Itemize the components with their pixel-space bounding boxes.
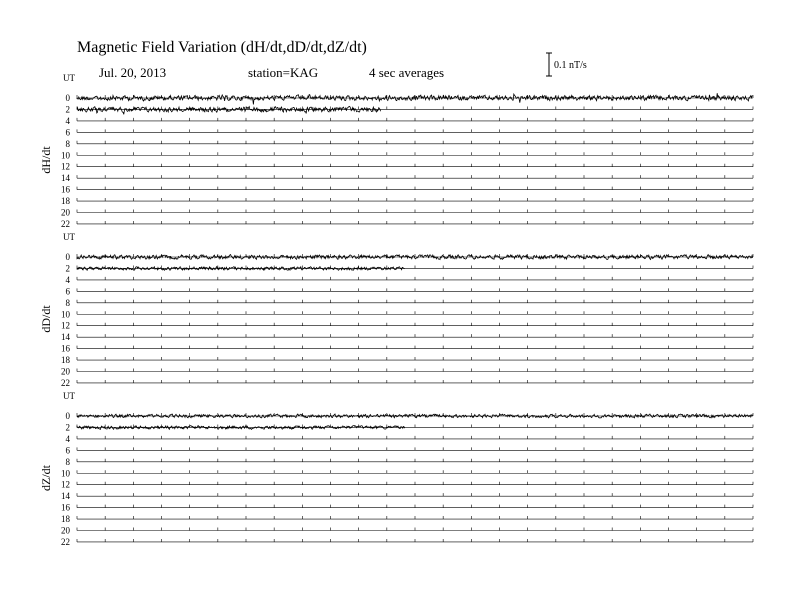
row-hour-label: 16 [61,343,70,354]
row-hour-label: 20 [61,525,70,536]
data-trace-2 [77,106,381,114]
row-hour-label: 4 [65,433,70,444]
row-hour-label: 16 [61,502,70,513]
row-hour-label: 8 [65,456,70,467]
row-hour-label: 6 [65,286,70,297]
row-hour-label: 10 [61,309,70,320]
row-hour-label: 14 [61,173,70,184]
station-label: station=KAG [248,65,319,80]
row-hour-label: 12 [61,161,70,172]
row-hour-label: 20 [61,366,70,377]
row-hour-label: 22 [61,377,70,388]
ut-axis-label: UT [63,73,75,83]
row-hour-label: 0 [65,93,70,103]
row-hour-label: 2 [65,263,70,274]
data-trace-0 [77,93,753,104]
y-axis-label: dD/dt [39,305,53,333]
row-hour-label: 16 [61,184,70,195]
row-hour-label: 10 [61,468,70,479]
row-hour-label: 22 [61,218,70,229]
row-hour-label: 2 [65,104,70,115]
row-hour-label: 0 [65,411,70,421]
row-hour-label: 18 [61,355,70,366]
date-label: Jul. 20, 2013 [99,65,167,80]
row-hour-label: 2 [65,422,70,433]
chart-title: Magnetic Field Variation (dH/dt,dD/dt,dZ/dt) [77,39,367,56]
row-hour-label: 8 [65,138,70,149]
row-hour-label: 14 [61,332,70,343]
row-hour-label: 14 [61,491,70,502]
row-hour-label: 4 [65,115,70,126]
scale-bar-label: 0.1 nT/s [554,60,587,71]
row-hour-label: 12 [61,320,70,331]
row-hour-label: 6 [65,127,70,138]
row-hour-label: 0 [65,252,70,262]
ut-axis-label: UT [63,232,75,242]
y-axis-label: dZ/dt [39,465,53,491]
ut-axis-label: UT [63,391,75,401]
y-axis-label: dH/dt [39,146,53,174]
row-hour-label: 4 [65,274,70,285]
row-hour-label: 10 [61,150,70,161]
row-hour-label: 12 [61,479,70,490]
row-hour-label: 8 [65,297,70,308]
row-hour-label: 20 [61,207,70,218]
row-hour-label: 18 [61,514,70,525]
row-hour-label: 6 [65,445,70,456]
averages-label: 4 sec averages [369,65,445,80]
row-hour-label: 22 [61,536,70,547]
row-hour-label: 18 [61,196,70,207]
